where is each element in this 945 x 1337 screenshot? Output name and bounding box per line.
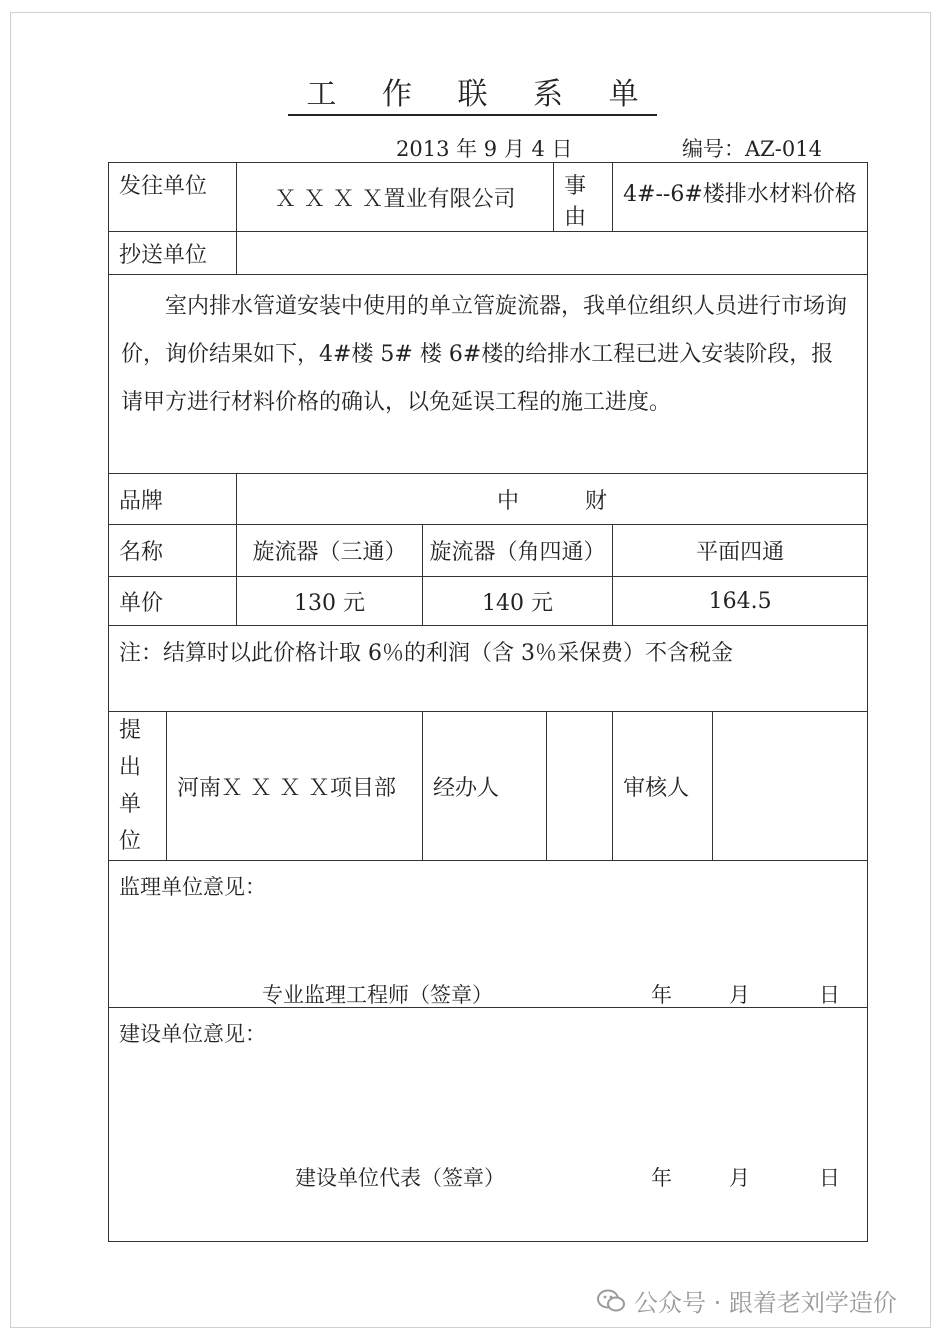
handler-label bbox=[423, 712, 547, 861]
construction-label: 建设单位意见： bbox=[119, 1022, 266, 1046]
proposer-label-char: 提 bbox=[119, 718, 142, 743]
proposer-label bbox=[109, 712, 167, 861]
row-name bbox=[109, 525, 868, 577]
row-price bbox=[109, 577, 868, 626]
proposer-label-char: 位 bbox=[119, 829, 142, 854]
subject-label: 事由 bbox=[554, 163, 613, 232]
contact-form-table bbox=[108, 162, 868, 1242]
subject-value: 4#--6#楼排水材料价格 bbox=[613, 163, 868, 232]
proposer-label-char: 出 bbox=[119, 755, 142, 780]
row-supervision bbox=[109, 861, 868, 1008]
watermark-text: 公众号 · 跟着老刘学造价 bbox=[634, 1289, 897, 1317]
cc-value bbox=[237, 232, 868, 275]
name-cell-3: 平面四通 bbox=[613, 525, 868, 577]
document-title bbox=[0, 76, 945, 116]
price-cell-1: 130 元 bbox=[237, 577, 423, 626]
proposer-label-char: 单 bbox=[119, 792, 142, 817]
send-to-label: 发往单位 bbox=[109, 163, 237, 232]
name-label: 名称 bbox=[109, 525, 237, 577]
proposer-unit: 河南Ｘ Ｘ Ｘ Ｘ项目部 bbox=[167, 712, 423, 861]
construction-year: 年 bbox=[651, 1166, 672, 1190]
construction-month: 月 bbox=[729, 1166, 750, 1190]
price-label: 单价 bbox=[109, 577, 237, 626]
supervision-month: 月 bbox=[729, 983, 750, 1007]
name-cell-2: 旋流器（角四通） bbox=[423, 525, 613, 577]
handler-label-text: 经办人 bbox=[433, 775, 500, 801]
reviewer-label: 审核人 bbox=[613, 712, 713, 861]
cc-label: 抄送单位 bbox=[109, 232, 237, 275]
document-date: 2013 年 9 月 4 日 bbox=[396, 137, 573, 161]
send-to-value: Ｘ Ｘ Ｘ Ｘ置业有限公司 bbox=[237, 163, 554, 232]
wechat-official-account-icon bbox=[596, 1288, 626, 1314]
row-cc bbox=[109, 232, 868, 275]
row-construction bbox=[109, 1008, 868, 1242]
brand-value: 中 财 bbox=[237, 474, 868, 525]
supervision-signer: 专业监理工程师（签章） bbox=[262, 983, 493, 1007]
price-cell-3: 164.5 bbox=[613, 577, 868, 626]
row-note bbox=[109, 626, 868, 712]
settlement-note: 注：结算时以此价格计取 6％的利润（含 3％采保费）不含税金 bbox=[109, 626, 868, 712]
supervision-day: 日 bbox=[819, 983, 840, 1007]
row-brand bbox=[109, 474, 868, 525]
reviewer-value bbox=[713, 712, 868, 861]
construction-opinion bbox=[109, 1008, 868, 1242]
handler-value bbox=[547, 712, 613, 861]
construction-day: 日 bbox=[819, 1166, 840, 1190]
row-body bbox=[109, 275, 868, 474]
supervision-label: 监理单位意见： bbox=[119, 875, 266, 899]
row-send-to bbox=[109, 163, 868, 232]
title-text: 工 作 联 系 单 bbox=[288, 76, 656, 116]
name-cell-1: 旋流器（三通） bbox=[237, 525, 423, 577]
watermark bbox=[596, 1283, 897, 1318]
supervision-year: 年 bbox=[651, 983, 672, 1007]
body-paragraph: 室内排水管道安装中使用的单立管旋流器，我单位组织人员进行市场询价，询价结果如下，4#楼 5# 楼 6#楼的给排水工程已进入安装阶段，报请甲方进行材料价格的确认，以免延误工程的施工进度。 bbox=[109, 275, 868, 474]
row-proposer bbox=[109, 712, 868, 861]
construction-signer: 建设单位代表（签章） bbox=[295, 1166, 505, 1190]
brand-label: 品牌 bbox=[109, 474, 237, 525]
supervision-opinion bbox=[109, 861, 868, 1008]
document-number: 编号：AZ-014 bbox=[682, 137, 822, 161]
price-cell-2: 140 元 bbox=[423, 577, 613, 626]
